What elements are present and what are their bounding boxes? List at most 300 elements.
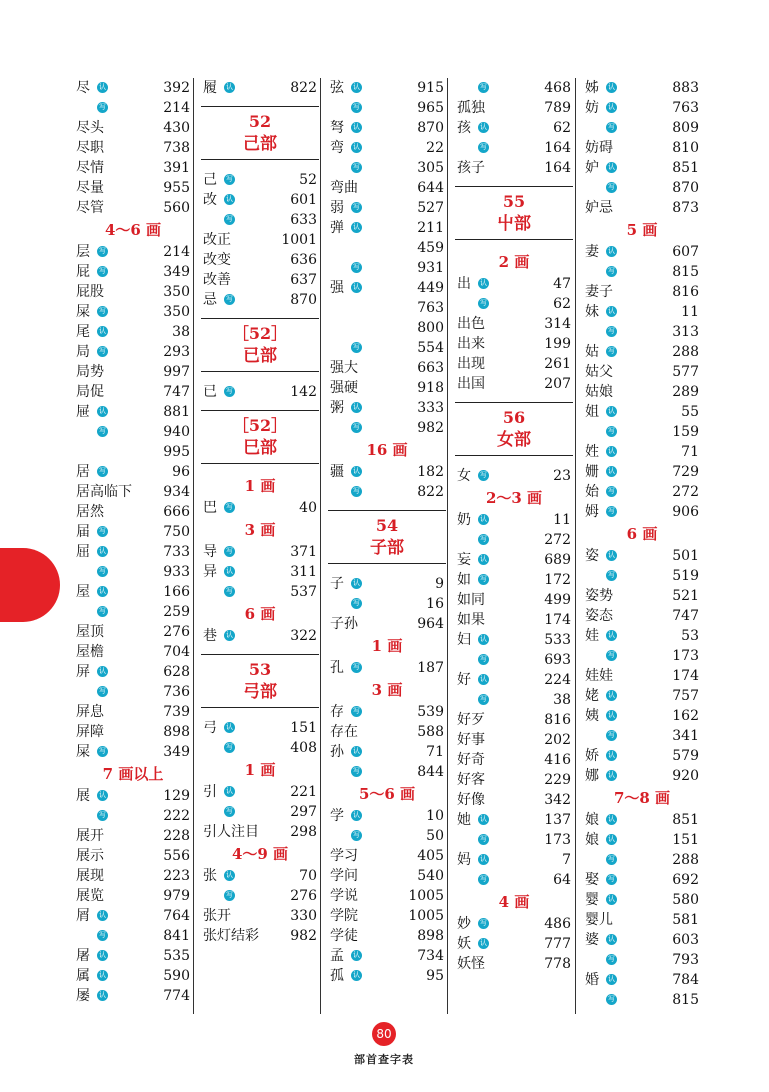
entry-character: 改正 xyxy=(203,232,231,248)
index-entry xyxy=(74,442,192,462)
entry-page-number: 199 xyxy=(544,336,571,352)
stroke-count-heading: 2 画 xyxy=(498,253,530,271)
entry-page-number: 350 xyxy=(163,304,190,320)
write-badge-icon: 写 xyxy=(608,487,615,495)
index-entry xyxy=(201,290,319,310)
recognize-badge-icon: 认 xyxy=(99,667,106,675)
entry-character: 屠 xyxy=(76,948,90,964)
entry-page-number: 816 xyxy=(672,284,699,300)
entry-page-number: 202 xyxy=(544,732,571,748)
entry-page-number: 519 xyxy=(672,568,699,584)
entry-page-number: 793 xyxy=(672,952,699,968)
recognize-badge-icon: 认 xyxy=(99,407,106,415)
index-entry xyxy=(583,890,701,910)
entry-page-number: 734 xyxy=(417,948,444,964)
write-badge-icon: 写 xyxy=(608,651,615,659)
entry-character: 张灯结彩 xyxy=(203,928,259,944)
entry-character: 始 xyxy=(585,484,599,500)
recognize-badge-icon: 认 xyxy=(608,447,615,455)
entry-character: 屁 xyxy=(76,264,90,280)
write-badge-icon: 写 xyxy=(99,811,106,819)
recognize-badge-icon: 认 xyxy=(480,123,487,131)
entry-character: 妒忌 xyxy=(585,200,613,216)
index-entry xyxy=(74,302,192,322)
recognize-badge-icon: 认 xyxy=(353,283,360,291)
entry-character: 好奇 xyxy=(457,752,485,768)
entry-page-number: 10 xyxy=(426,808,444,824)
index-entry xyxy=(201,582,319,602)
entry-page-number: 129 xyxy=(163,788,190,804)
entry-character: 好客 xyxy=(457,772,485,788)
index-entry xyxy=(583,646,701,666)
index-entry xyxy=(583,342,701,362)
column-divider xyxy=(447,78,448,1014)
write-badge-icon: 写 xyxy=(226,387,233,395)
entry-character: 张开 xyxy=(203,908,231,924)
recognize-badge-icon: 认 xyxy=(480,939,487,947)
entry-page-number: 527 xyxy=(417,200,444,216)
entry-character: 妖 xyxy=(457,936,471,952)
entry-page-number: 11 xyxy=(553,512,571,528)
entry-page-number: 207 xyxy=(544,376,571,392)
entry-character: 己 xyxy=(203,172,217,188)
entry-page-number: 276 xyxy=(290,888,317,904)
index-entry xyxy=(328,866,446,886)
write-badge-icon: 写 xyxy=(353,767,360,775)
entry-character: 奶 xyxy=(457,512,471,528)
index-entry xyxy=(74,178,192,198)
entry-page-number: 628 xyxy=(163,664,190,680)
write-badge-icon: 写 xyxy=(99,347,106,355)
entry-character: 展览 xyxy=(76,888,104,904)
entry-page-number: 663 xyxy=(417,360,444,376)
entry-page-number: 214 xyxy=(163,244,190,260)
entry-page-number: 137 xyxy=(544,812,571,828)
entry-page-number: 430 xyxy=(163,120,190,136)
entry-page-number: 468 xyxy=(544,80,571,96)
entry-page-number: 692 xyxy=(672,872,699,888)
entry-page-number: 590 xyxy=(163,968,190,984)
entry-page-number: 151 xyxy=(672,832,699,848)
entry-character: 尽头 xyxy=(76,120,104,136)
index-entry xyxy=(455,98,573,118)
entry-character: 强大 xyxy=(330,360,358,376)
entry-character: 妒 xyxy=(585,160,599,176)
entry-page-number: 750 xyxy=(163,524,190,540)
recognize-badge-icon: 认 xyxy=(480,815,487,823)
write-badge-icon: 写 xyxy=(99,427,106,435)
entry-page-number: 228 xyxy=(163,828,190,844)
recognize-badge-icon: 认 xyxy=(353,579,360,587)
entry-character: 已 xyxy=(203,384,217,400)
recognize-badge-icon: 认 xyxy=(608,103,615,111)
entry-page-number: 174 xyxy=(672,668,699,684)
index-entry xyxy=(583,138,701,158)
index-entry xyxy=(201,382,319,402)
entry-page-number: 915 xyxy=(417,80,444,96)
entry-page-number: 330 xyxy=(290,908,317,924)
entry-character: 学问 xyxy=(330,868,358,884)
entry-page-number: 815 xyxy=(672,992,699,1008)
write-badge-icon: 写 xyxy=(226,547,233,555)
index-entry xyxy=(455,374,573,394)
radical-heading xyxy=(201,106,319,160)
recognize-badge-icon: 认 xyxy=(99,83,106,91)
entry-page-number: 214 xyxy=(163,100,190,116)
entry-page-number: 537 xyxy=(290,584,317,600)
entry-character: 出 xyxy=(457,276,471,292)
index-entry xyxy=(455,138,573,158)
index-entry xyxy=(583,746,701,766)
index-entry xyxy=(455,78,573,98)
entry-character: 学 xyxy=(330,808,344,824)
index-entry xyxy=(328,966,446,986)
index-entry xyxy=(201,190,319,210)
recognize-badge-icon: 认 xyxy=(608,407,615,415)
entry-character: 孔 xyxy=(330,660,344,676)
entry-page-number: 955 xyxy=(163,180,190,196)
index-entry xyxy=(455,466,573,486)
entry-page-number: 50 xyxy=(426,828,444,844)
column-divider xyxy=(575,78,576,1014)
recognize-badge-icon: 认 xyxy=(353,951,360,959)
index-entry xyxy=(74,966,192,986)
index-entry xyxy=(201,498,319,518)
index-entry xyxy=(74,402,192,422)
index-entry xyxy=(201,170,319,190)
entry-page-number: 579 xyxy=(672,748,699,764)
entry-page-number: 288 xyxy=(672,344,699,360)
entry-page-number: 1005 xyxy=(408,908,444,924)
entry-page-number: 906 xyxy=(672,504,699,520)
write-badge-icon: 写 xyxy=(226,503,233,511)
recognize-badge-icon: 认 xyxy=(99,971,106,979)
entry-character: 居然 xyxy=(76,504,104,520)
index-entry xyxy=(455,914,573,934)
index-entry xyxy=(328,78,446,98)
entry-character: 引 xyxy=(203,784,217,800)
stroke-count-heading: 1 画 xyxy=(244,477,276,495)
entry-page-number: 222 xyxy=(163,808,190,824)
entry-character: 学说 xyxy=(330,888,358,904)
index-entry xyxy=(583,402,701,422)
entry-page-number: 588 xyxy=(417,724,444,740)
recognize-badge-icon: 认 xyxy=(99,791,106,799)
index-entry xyxy=(328,762,446,782)
entry-page-number: 55 xyxy=(681,404,699,420)
index-column-4 xyxy=(455,78,573,974)
entry-page-number: 603 xyxy=(672,932,699,948)
index-entry xyxy=(328,198,446,218)
entry-character: 娃娃 xyxy=(585,668,613,684)
stroke-count-heading: 5 画 xyxy=(626,221,658,239)
index-column-1 xyxy=(74,78,192,1006)
index-entry xyxy=(583,282,701,302)
entry-character: 弯 xyxy=(330,140,344,156)
stroke-count-heading: 2～3 画 xyxy=(485,489,543,507)
entry-page-number: 70 xyxy=(299,868,317,884)
entry-page-number: 64 xyxy=(553,872,571,888)
stroke-count-heading: 6 画 xyxy=(626,525,658,543)
entry-page-number: 898 xyxy=(163,724,190,740)
recognize-badge-icon: 认 xyxy=(353,467,360,475)
recognize-badge-icon: 认 xyxy=(480,675,487,683)
write-badge-icon: 写 xyxy=(480,835,487,843)
index-entry xyxy=(74,382,192,402)
index-entry xyxy=(328,462,446,482)
index-entry xyxy=(328,926,446,946)
entry-page-number: 556 xyxy=(163,848,190,864)
radical-name: 弓部 xyxy=(243,682,277,702)
index-entry xyxy=(74,138,192,158)
entry-page-number: 778 xyxy=(544,956,571,972)
entry-character: 姗 xyxy=(585,464,599,480)
entry-character: 姿态 xyxy=(585,608,613,624)
index-entry xyxy=(455,954,573,974)
entry-page-number: 764 xyxy=(163,908,190,924)
index-entry xyxy=(328,702,446,722)
radical-heading xyxy=(328,510,446,564)
entry-character: 婆 xyxy=(585,932,599,948)
entry-page-number: 841 xyxy=(163,928,190,944)
entry-page-number: 47 xyxy=(553,276,571,292)
index-entry xyxy=(328,806,446,826)
entry-page-number: 305 xyxy=(417,160,444,176)
index-entry xyxy=(74,118,192,138)
radical-number: 53 xyxy=(248,660,272,679)
entry-page-number: 405 xyxy=(417,848,444,864)
index-entry xyxy=(328,138,446,158)
entry-page-number: 7 xyxy=(562,852,571,868)
index-entry xyxy=(201,562,319,582)
entry-page-number: 164 xyxy=(544,140,571,156)
entry-page-number: 533 xyxy=(544,632,571,648)
index-entry xyxy=(328,238,446,258)
index-entry xyxy=(328,658,446,678)
index-entry xyxy=(583,262,701,282)
index-entry xyxy=(201,626,319,646)
radical-name: 巳部 xyxy=(243,438,277,458)
entry-page-number: 288 xyxy=(672,852,699,868)
write-badge-icon: 写 xyxy=(480,575,487,583)
index-entry xyxy=(74,242,192,262)
index-entry xyxy=(583,930,701,950)
entry-character: 出国 xyxy=(457,376,485,392)
entry-page-number: 371 xyxy=(290,544,317,560)
radical-name: 已部 xyxy=(243,346,277,366)
write-badge-icon: 写 xyxy=(480,535,487,543)
radical-heading xyxy=(201,410,319,464)
index-entry xyxy=(328,258,446,278)
entry-page-number: 221 xyxy=(290,784,317,800)
entry-character: 展开 xyxy=(76,828,104,844)
entry-character: 婴儿 xyxy=(585,912,613,928)
entry-character: 孩 xyxy=(457,120,471,136)
write-badge-icon: 写 xyxy=(480,143,487,151)
index-entry xyxy=(328,358,446,378)
index-entry xyxy=(583,830,701,850)
entry-page-number: 311 xyxy=(290,564,317,580)
entry-character: 弯曲 xyxy=(330,180,358,196)
entry-page-number: 666 xyxy=(163,504,190,520)
entry-character: 好歹 xyxy=(457,712,485,728)
write-badge-icon: 写 xyxy=(608,731,615,739)
entry-page-number: 521 xyxy=(672,588,699,604)
entry-character: 屡 xyxy=(76,988,90,1004)
entry-page-number: 918 xyxy=(417,380,444,396)
entry-page-number: 815 xyxy=(672,264,699,280)
write-badge-icon: 写 xyxy=(480,299,487,307)
entry-character: 属 xyxy=(76,968,90,984)
index-entry xyxy=(74,806,192,826)
entry-page-number: 71 xyxy=(681,444,699,460)
index-entry xyxy=(74,198,192,218)
index-entry xyxy=(583,158,701,178)
column-divider xyxy=(193,78,194,1014)
index-entry xyxy=(455,670,573,690)
index-entry xyxy=(455,710,573,730)
entry-character: 尽管 xyxy=(76,200,104,216)
entry-page-number: 173 xyxy=(672,648,699,664)
radical-name: 己部 xyxy=(243,134,277,154)
entry-page-number: 224 xyxy=(544,672,571,688)
entry-character: 屎 xyxy=(76,304,90,320)
index-entry xyxy=(583,766,701,786)
stroke-count-heading: 5～6 画 xyxy=(358,785,416,803)
index-entry xyxy=(328,98,446,118)
entry-character: 展现 xyxy=(76,868,104,884)
index-entry xyxy=(583,462,701,482)
entry-character: 弦 xyxy=(330,80,344,96)
entry-character: 姨 xyxy=(585,708,599,724)
index-entry xyxy=(583,686,701,706)
entry-character: 姆 xyxy=(585,504,599,520)
index-entry xyxy=(328,946,446,966)
recognize-badge-icon: 认 xyxy=(226,871,233,879)
recognize-badge-icon: 认 xyxy=(480,279,487,287)
write-badge-icon: 写 xyxy=(353,831,360,839)
write-badge-icon: 写 xyxy=(608,327,615,335)
entry-page-number: 633 xyxy=(290,212,317,228)
write-badge-icon: 写 xyxy=(480,83,487,91)
recognize-badge-icon: 认 xyxy=(608,835,615,843)
write-badge-icon: 写 xyxy=(353,663,360,671)
index-entry xyxy=(455,118,573,138)
write-badge-icon: 写 xyxy=(99,687,106,695)
index-entry xyxy=(583,198,701,218)
entry-page-number: 223 xyxy=(163,868,190,884)
index-entry xyxy=(201,782,319,802)
entry-page-number: 554 xyxy=(417,340,444,356)
recognize-badge-icon: 认 xyxy=(226,83,233,91)
entry-page-number: 777 xyxy=(544,936,571,952)
entry-page-number: 486 xyxy=(544,916,571,932)
index-column-2 xyxy=(201,78,319,946)
entry-page-number: 392 xyxy=(163,80,190,96)
stroke-count-heading: 4 画 xyxy=(498,893,530,911)
index-entry xyxy=(455,630,573,650)
write-badge-icon: 写 xyxy=(353,707,360,715)
entry-page-number: 342 xyxy=(544,792,571,808)
entry-page-number: 416 xyxy=(544,752,571,768)
radical-heading xyxy=(201,654,319,708)
recognize-badge-icon: 认 xyxy=(608,711,615,719)
entry-page-number: 261 xyxy=(544,356,571,372)
entry-page-number: 23 xyxy=(553,468,571,484)
index-entry xyxy=(328,906,446,926)
entry-page-number: 844 xyxy=(417,764,444,780)
index-entry xyxy=(201,906,319,926)
entry-character: 婴 xyxy=(585,892,599,908)
entry-character: 屏 xyxy=(76,664,90,680)
radical-number: 56 xyxy=(502,408,526,427)
write-badge-icon: 写 xyxy=(99,247,106,255)
entry-character: 巴 xyxy=(203,500,217,516)
write-badge-icon: 写 xyxy=(99,527,106,535)
entry-page-number: 182 xyxy=(417,464,444,480)
entry-character: 妻子 xyxy=(585,284,613,300)
write-badge-icon: 写 xyxy=(608,995,615,1003)
entry-page-number: 870 xyxy=(417,120,444,136)
index-entry xyxy=(583,970,701,990)
entry-page-number: 982 xyxy=(417,420,444,436)
entry-character: 屋檐 xyxy=(76,644,104,660)
write-badge-icon: 写 xyxy=(99,467,106,475)
write-badge-icon: 写 xyxy=(480,471,487,479)
write-badge-icon: 写 xyxy=(226,807,233,815)
entry-page-number: 187 xyxy=(417,660,444,676)
stroke-count-heading: 4～9 画 xyxy=(231,845,289,863)
index-entry xyxy=(74,642,192,662)
index-entry xyxy=(455,274,573,294)
entry-character: 姐 xyxy=(585,404,599,420)
index-entry xyxy=(455,610,573,630)
entry-page-number: 71 xyxy=(426,744,444,760)
index-entry xyxy=(583,422,701,442)
index-entry xyxy=(74,622,192,642)
entry-page-number: 733 xyxy=(163,544,190,560)
entry-character: 女 xyxy=(457,468,471,484)
write-badge-icon: 写 xyxy=(353,263,360,271)
entry-character: 娶 xyxy=(585,872,599,888)
index-entry xyxy=(583,870,701,890)
write-badge-icon: 写 xyxy=(226,175,233,183)
recognize-badge-icon: 认 xyxy=(480,555,487,563)
entry-page-number: 601 xyxy=(290,192,317,208)
index-entry xyxy=(328,378,446,398)
recognize-badge-icon: 认 xyxy=(608,83,615,91)
entry-character: 她 xyxy=(457,812,471,828)
index-entry xyxy=(74,582,192,602)
entry-page-number: 822 xyxy=(417,484,444,500)
index-entry xyxy=(583,990,701,1010)
index-entry xyxy=(74,886,192,906)
entry-page-number: 736 xyxy=(163,684,190,700)
entry-character: 妈 xyxy=(457,852,471,868)
radical-number: ［52］ xyxy=(232,324,288,343)
entry-page-number: 349 xyxy=(163,744,190,760)
index-entry xyxy=(74,846,192,866)
footer-title: 部首查字表 xyxy=(354,1053,414,1066)
entry-page-number: 349 xyxy=(163,264,190,280)
entry-page-number: 313 xyxy=(672,324,699,340)
index-entry xyxy=(328,298,446,318)
index-entry xyxy=(583,302,701,322)
entry-character: 孤独 xyxy=(457,100,485,116)
index-column-5 xyxy=(583,78,701,1010)
entry-page-number: 644 xyxy=(417,180,444,196)
entry-character: 尾 xyxy=(76,324,90,340)
